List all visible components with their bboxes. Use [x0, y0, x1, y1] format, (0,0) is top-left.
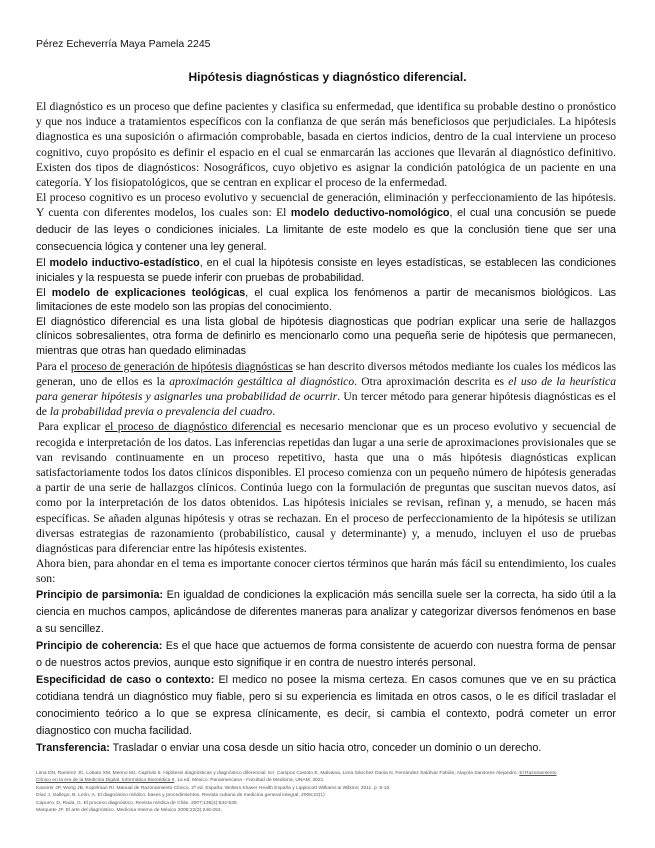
paragraph-case-specificity	[36, 672, 616, 740]
paragraph-differential-process	[36, 419, 616, 556]
paragraph-parsimony	[36, 587, 616, 638]
text: Para el	[36, 359, 71, 373]
reference-item: Capurro, D, Rada, G. El proceso diagnóstico. Revista médica de Chile. 2007;135(4):534-538.	[36, 800, 238, 806]
text: El	[36, 286, 52, 299]
paragraph-hypothesis-generation	[36, 359, 616, 420]
italic-term: el uso de la heurística para generar hipótesis y asignarles una probabilidad de ocurrir	[36, 374, 616, 403]
reference-item	[36, 777, 646, 784]
references	[36, 770, 646, 814]
text: , en el cual la hipótesis consiste en leyes estadísticas, se establecen las condiciones iniciales y la respuesta se puede inferir con pruebas de probabilidad.	[36, 257, 616, 285]
text: , 1a ed. México: Panamericana - Facultad de Medicina, UNAM; 2021	[174, 778, 324, 784]
document-body	[36, 99, 616, 757]
term-inductive-model: modelo inductivo-estadístico	[49, 257, 200, 270]
reference-item: Díaz J, Gallego, B, León, A. El diagnóstico médico: bases y procedimientos. Revista cubana de medicina general integral, 2006;22(1)	[36, 793, 325, 799]
term-case-specificity: Especificidad de caso o contexto:	[36, 673, 215, 686]
text: , el cual una concusión se puede deducir de las leyes o condiciones iniciales. La limitante de este modelo es que la conclusión tiene que ser una consecuencia lógica y contener una ley general.	[36, 207, 616, 254]
text: Para explicar	[38, 420, 105, 434]
term-coherence: Principio de coherencia:	[36, 639, 163, 652]
term-theological-model: modelo de explicaciones teológicas	[51, 286, 246, 299]
paragraph-theological-model	[36, 286, 616, 315]
text: se han descrito diversos métodos mediante los cuales los médicos las generan, uno de ellos es la	[36, 359, 617, 388]
text: . Otra aproximación descrita es	[354, 374, 509, 388]
reference-item: Marquete JF. El arte del diagnóstico. Medicina Interna de México 2006;22(3):246-252.	[36, 808, 222, 814]
paragraph-terms-intro: Ahora bien, para ahondar en el tema es importante conocer ciertos términos que harán más fácil su entendimiento, los cuales son:	[36, 557, 616, 586]
underlined-heading: el proceso de diagnóstico diferencial	[104, 420, 282, 434]
reference-item: Kassirer JP, Wong JB, Kopelman RI. Manual de Razonamiento Clínico. 2ª ed. España: Wolters Kluwer Health España y Lippincott Williams & Wilkins; 2011. p. 8-10.	[36, 785, 391, 791]
paragraph-differential-diagnosis: El diagnóstico diferencial es una lista global de hipótesis diagnosticas que podrían explicar una serie de hallazgos clínicos sobresalientes, otra forma de definirlo es mencionarlo como una pequeña serie de hipótesis que permanecen, mientras que otras han quedado eliminadas	[36, 315, 616, 357]
reference-item	[36, 770, 646, 777]
text: El medico no posee la misma certeza. En casos comunes que ve en su práctica cotidiana tendrá un diagnóstico muy fiable, pero si su experiencia es limitada en otros casos, o le es difícil trasladar el conocimiento teórico a lo que se expresa clínicamente, es decir, si cambia el contexto, podrá cometer un error diagnostico con mucha facilidad.	[36, 673, 616, 737]
text: En igualdad de condiciones la explicación más sencilla suele ser la correcta, ha sido útil a la ciencia en muchos campos, aplicándose de diferentes maneras para analizar y categorizar diversos fenómenos en base a su sencillez.	[36, 588, 616, 635]
text: Trasladar o enviar una cosa desde un sitio hacia otro, conceder un dominio o un derecho.	[109, 741, 542, 754]
underlined-heading: proceso de generación de hipótesis diagnósticas	[70, 359, 293, 373]
italic-term: aproximación gestáltica al diagnóstico	[169, 374, 355, 388]
text: El	[36, 257, 50, 270]
term-parsimony: Principio de parsimonia:	[36, 588, 164, 601]
paragraph-intro: El diagnóstico es un proceso que define pacientes y clasifica su enfermedad, que identifica su probable destino o pronóstico y que nos induce a tratamientos específicos con la confianza de que serán más beneficiosos que perjudiciales. La hipótesis diagnostica es una suposición o afirmación comprobable, basada en ciertos indicios, dentro de la cual interviene un proceso cognitivo, cuyo propósito es definir el espacio en el cual se enmarcarán las acciones que llevarán al diagnóstico definitivo. Existen dos tipos de diagnósticos: Nosográficos, cuyo objetivo es asignar la condición patológica de un paciente en una categoría. Y los fisiopatológicos, que se centran en explicar el proceso de la enfermedad.	[36, 100, 616, 190]
paragraph-deductive-model	[36, 190, 616, 256]
term-deductive-model: modelo deductivo-nomológico	[290, 207, 450, 220]
reference-link[interactable]: El Razonamiento	[519, 771, 557, 776]
paragraph-transfer	[36, 740, 616, 757]
reference-link[interactable]: Clínico en la era de la Medicina Digital. Informática Biomédica II	[36, 778, 175, 784]
author-line: Pérez Echeverría Maya Pamela 2245	[36, 38, 211, 50]
text: Lima DN, Ramírez JC, Lobato XM, Merino MJ. Capítulo 5. Hipótesis diagnósticas y diagnóstico diferencial. En: Campos Castolo E, Malvaina, Lima Sánchez Dania N, Fernández Saldívar Fabián, Alayola Sansores Alejandro.	[36, 771, 520, 776]
text: . Un tercer método para generar hipótesis diagnósticas es el de	[36, 389, 616, 419]
text: , el cual explica los fenómenos a partir de mecanismos biológicos. Las limitaciones de este modelo son las propias del conocimiento.	[36, 286, 616, 314]
paragraph-inductive-model	[36, 256, 616, 285]
text: es necesario mencionar que es un proceso evolutivo y secuencial de recogida e interpretación de los datos. Las inferencias repetidas dan lugar a una serie de aproximaciones provisionales que se van revisando continuamente en un proceso repetitivo, hasta que una o más hipótesis diagnósticas explican satisfactoriamente todos los datos clínicos disponibles. El proceso comienza con un pequeño número de hipótesis generadas a partir de una serie de hallazgos clínicos. Continúa luego con la formulación de preguntas que suscitan nuevos datos, así como por la interpretación de los datos obtenidos. Las hipótesis iniciales se revisan, refinan y, a menudo, se hacen más específicas. Se añaden algunas hipótesis y otras se rechazan. En el proceso de perfeccionamiento de la hipótesis se utilizan diversas estrategias de razonamiento (probabilístico, causal y determinante) y, a menudo, incluyen el uso de pruebas diagnósticas para diferenciar entre las hipótesis existentes.	[36, 420, 616, 556]
term-transfer: Transferencia:	[36, 741, 110, 754]
italic-term: la probabilidad previa o prevalencia del cuadro	[49, 405, 273, 419]
text: El proceso cognitivo es un proceso evolutivo y secuencial de generación, eliminación y perfeccionamiento de las hipótesis. Y cuenta con diferentes modelos, los cuales son: El	[36, 191, 616, 220]
page-title: Hipótesis diagnósticas y diagnóstico diferencial.	[188, 70, 467, 84]
text: Es el que hace que actuemos de forma consistente de acuerdo con nuestra forma de pensar o de nuestros actos previos, aunque esto signifique ir en contra de nuestro interés personal.	[36, 639, 616, 669]
paragraph-coherence	[36, 638, 616, 672]
text: .	[272, 405, 276, 419]
